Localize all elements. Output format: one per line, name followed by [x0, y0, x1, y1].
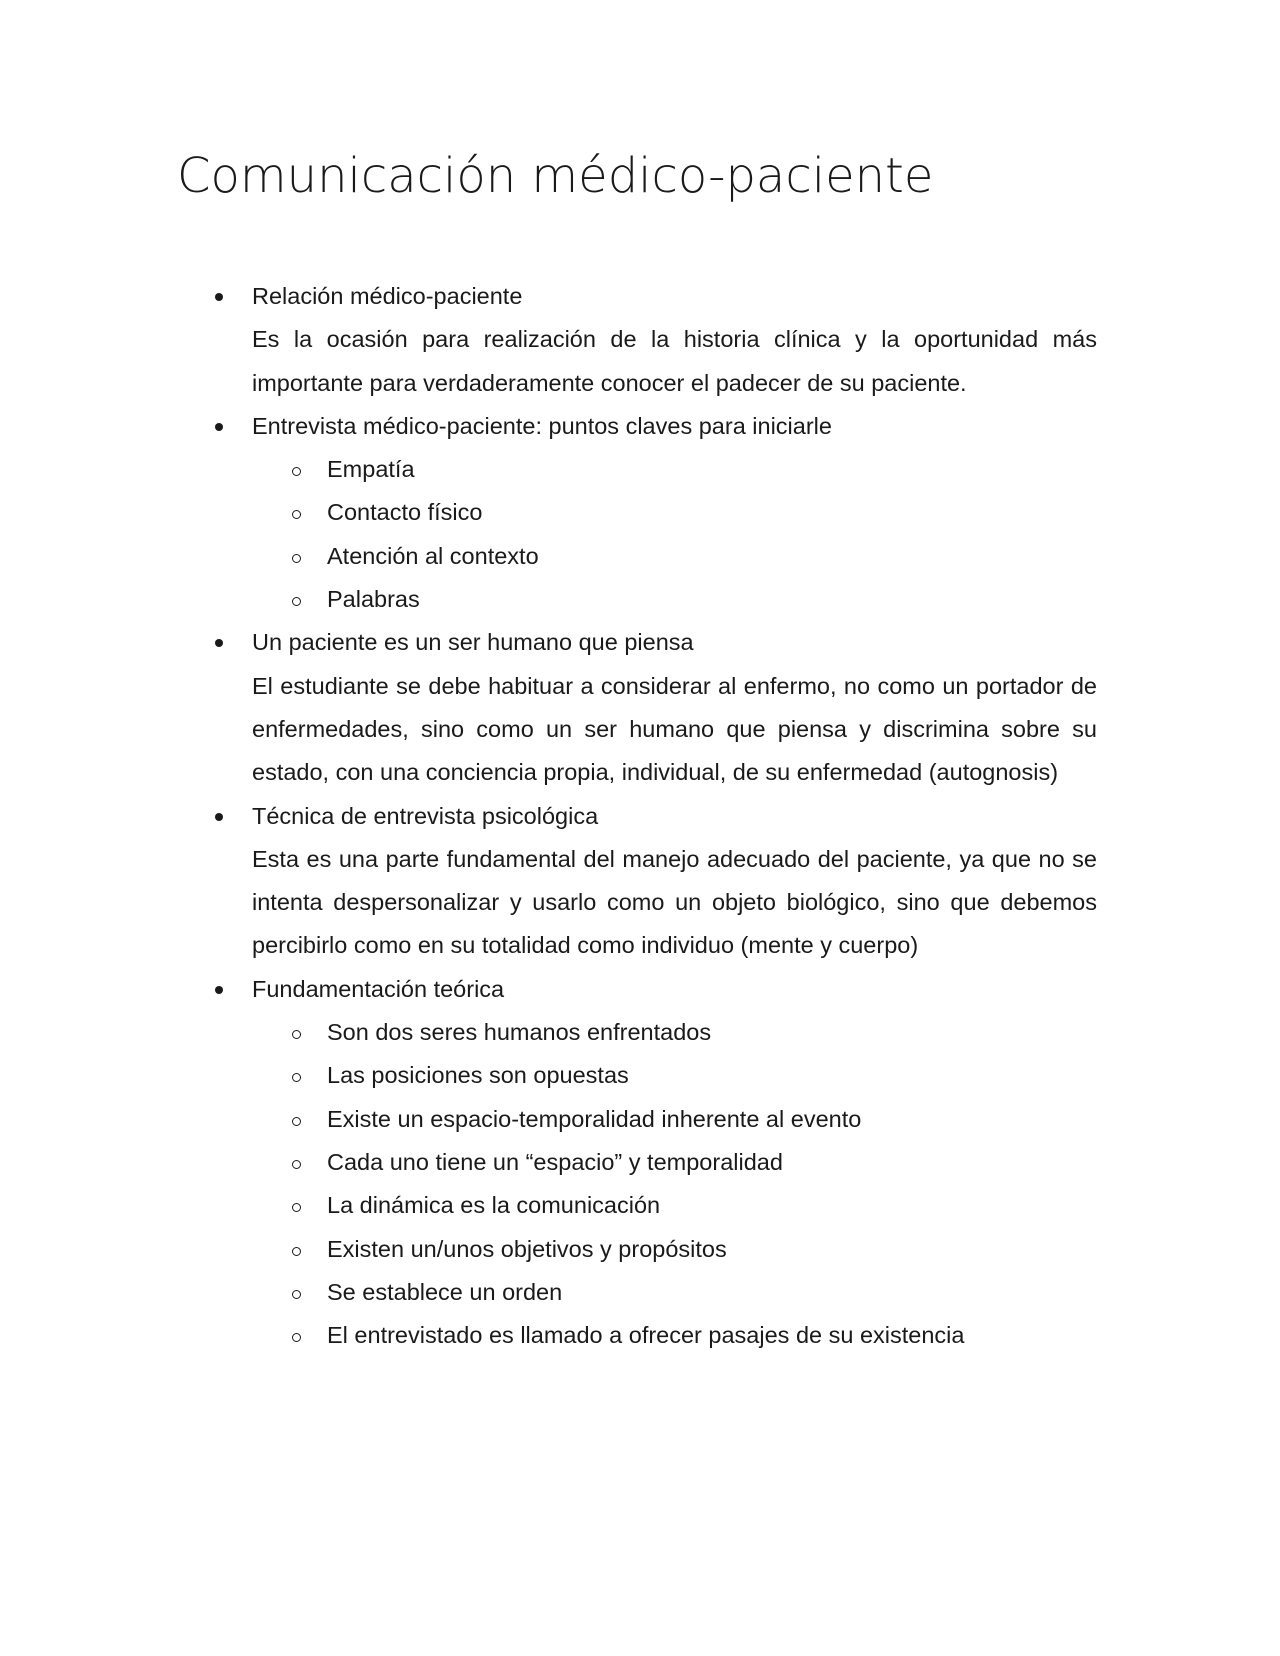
sub-list-item [252, 448, 1097, 491]
item-paragraph: Es la ocasión para realización de la historia clínica y la oportunidad más importante para verdaderamente conocer el padecer de su paciente. [252, 326, 1097, 396]
sub-item-text: Se establece un orden [327, 1278, 563, 1305]
hollow-bullet-icon [292, 554, 301, 563]
sub-item-text: Cada uno tiene un “espacio” y temporalidad [327, 1148, 783, 1175]
sub-item-text: Palabras [327, 586, 420, 613]
list-item-relacion [177, 275, 1097, 405]
sub-item-text: Son dos seres humanos enfrentados [327, 1019, 712, 1046]
sub-list-item [252, 1271, 1097, 1314]
sub-list-item [252, 1098, 1097, 1141]
bullet-icon [215, 423, 223, 431]
sub-list-item [252, 1228, 1097, 1271]
sub-item-text: Existe un espacio-temporalidad inherente al evento [327, 1105, 862, 1132]
sub-item-text: Empatía [327, 456, 415, 483]
hollow-bullet-icon [292, 1247, 301, 1256]
main-bullet-list [177, 275, 1097, 1357]
sub-list-item [252, 1184, 1097, 1227]
item-heading: Entrevista médico-paciente: puntos claves para iniciarle [252, 412, 832, 439]
sub-list-item [252, 491, 1097, 534]
hollow-bullet-icon [292, 510, 301, 519]
hollow-bullet-icon [292, 597, 301, 606]
list-item-fundamentacion [177, 968, 1097, 1358]
sub-list-item [252, 535, 1097, 578]
item-heading: Fundamentación teórica [252, 975, 505, 1002]
page-title: Comunicación médico-paciente [177, 148, 934, 204]
hollow-bullet-icon [292, 1290, 301, 1299]
hollow-bullet-icon [292, 1333, 301, 1342]
sub-list-item [252, 1054, 1097, 1097]
item-paragraph: El estudiante se debe habituar a considerar al enfermo, no como un portador de enfermedades, sino como un ser humano que piensa y discrimina sobre su estado, con una conciencia propia, individual, de su enfermedad (autognosis) [252, 672, 1097, 786]
sub-list-item [252, 578, 1097, 621]
list-item-paciente-ser-humano [177, 621, 1097, 794]
bullet-icon [215, 813, 223, 821]
bullet-icon [215, 639, 223, 647]
sub-list-item [252, 1011, 1097, 1054]
sub-item-text: El entrevistado es llamado a ofrecer pasajes de su existencia [327, 1322, 965, 1349]
sub-bullet-list [252, 448, 1097, 621]
sub-list-item [252, 1314, 1097, 1357]
hollow-bullet-icon [292, 1203, 301, 1212]
sub-bullet-list [252, 1011, 1097, 1357]
bullet-icon [215, 293, 223, 301]
sub-item-text: Atención al contexto [327, 542, 539, 569]
sub-item-text: Contacto físico [327, 499, 483, 526]
sub-item-text: La dinámica es la comunicación [327, 1192, 661, 1219]
hollow-bullet-icon [292, 467, 301, 476]
list-item-entrevista [177, 405, 1097, 621]
item-paragraph: Esta es una parte fundamental del manejo adecuado del paciente, ya que no se intenta despersonalizar y usarlo como un objeto biológico, sino que debemos percibirlo como en su totalidad como individuo (mente y cuerpo) [252, 845, 1097, 959]
sub-list-item [252, 1141, 1097, 1184]
sub-item-text: Las posiciones son opuestas [327, 1062, 629, 1089]
hollow-bullet-icon [292, 1117, 301, 1126]
item-heading: Relación médico-paciente [252, 283, 523, 309]
bullet-icon [215, 986, 223, 994]
item-heading: Técnica de entrevista psicológica [252, 802, 599, 829]
sub-item-text: Existen un/unos objetivos y propósitos [327, 1235, 727, 1262]
list-item-tecnica-entrevista [177, 795, 1097, 968]
hollow-bullet-icon [292, 1030, 301, 1039]
hollow-bullet-icon [292, 1160, 301, 1169]
item-heading: Un paciente es un ser humano que piensa [252, 629, 694, 656]
hollow-bullet-icon [292, 1073, 301, 1082]
document-body [177, 275, 1097, 1357]
